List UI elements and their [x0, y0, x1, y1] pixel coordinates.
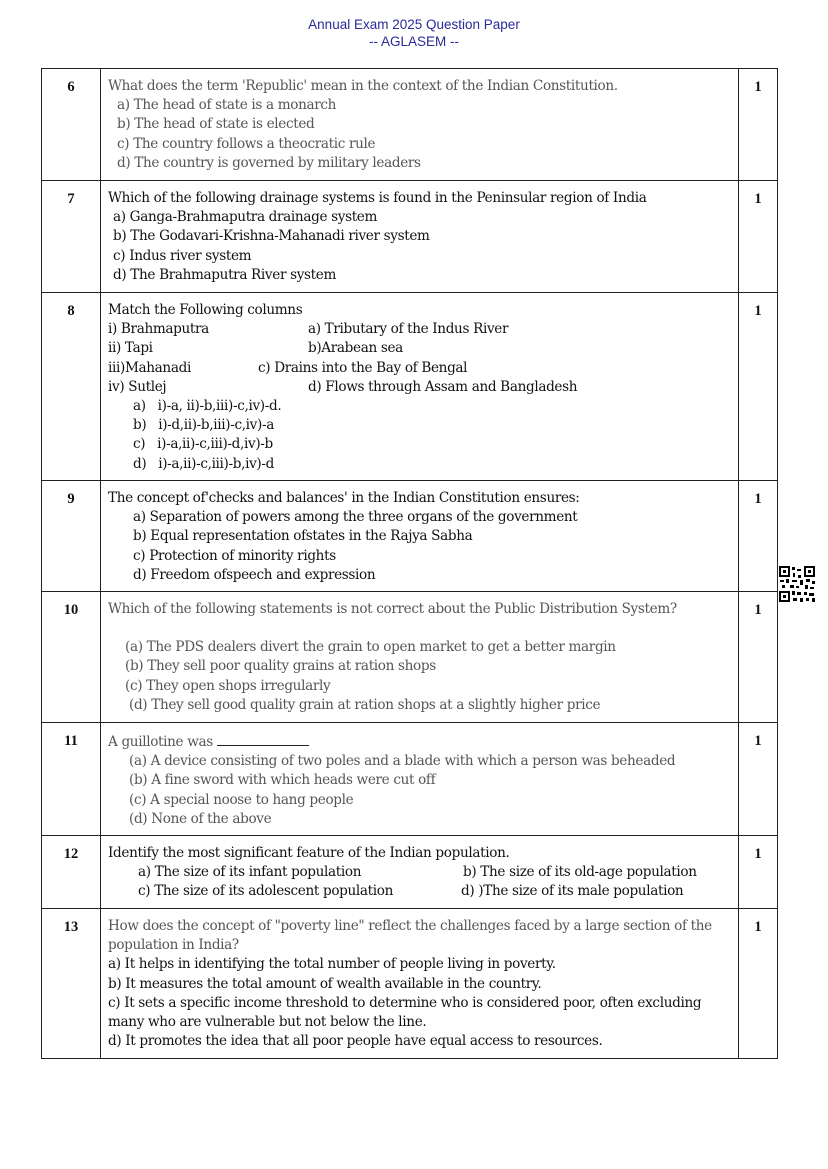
option: a) i)-a, ii)-b,iii)-c,iv)-d.	[133, 398, 282, 415]
option: d) The country is governed by military leaders	[117, 154, 421, 171]
question-stem: The concept of'checks and balances' in the Indian Constitution ensures:	[108, 490, 580, 506]
option-row	[108, 882, 730, 901]
question-number: 12	[42, 836, 101, 909]
option: a) The size of its infant population	[138, 864, 362, 881]
question-body	[101, 181, 739, 293]
match-right: a) Tributary of the Indus River	[308, 321, 509, 338]
question-number: 7	[42, 181, 101, 293]
option: (a) A device consisting of two poles and a blade with which a person was beheaded	[129, 753, 676, 770]
question-stem: Which of the following statements is not correct about the Public Distribution System?	[108, 601, 677, 618]
option: d) )The size of its male population	[461, 883, 684, 900]
question-row	[42, 293, 778, 481]
question-body	[101, 836, 739, 909]
option: a) The head of state is a monarch	[117, 97, 337, 114]
option: (d) None of the above	[129, 810, 272, 827]
question-number: 9	[42, 481, 101, 592]
question-stem: How does the concept of "poverty line" reflect the challenges faced by a large section of the population in India?	[108, 918, 712, 954]
question-marks: 1	[739, 293, 778, 481]
match-left: ii) Tapi	[108, 340, 153, 357]
match-pair	[108, 339, 730, 358]
question-row	[42, 723, 778, 836]
question-row	[42, 592, 778, 723]
question-stem: What does the term 'Republic' mean in the context of the Indian Constitution.	[108, 78, 618, 94]
qr-code-graphic	[778, 565, 816, 603]
question-body	[101, 723, 739, 836]
option: b) The Godavari-Krishna-Mahanadi river system	[113, 228, 430, 245]
option: c) The country follows a theocratic rule	[117, 135, 376, 152]
option: d) Freedom ofspeech and expression	[133, 566, 376, 583]
question-stem: Identify the most significant feature of the Indian population.	[108, 845, 510, 862]
option: c) It sets a specific income threshold to determine who is considered poor, often excluding many who are vulnerable but not below the line.	[108, 994, 702, 1031]
option: c) Protection of minority rights	[133, 547, 336, 564]
match-right: d) Flows through Assam and Bangladesh	[308, 378, 578, 395]
option: b) The head of state is elected	[117, 116, 315, 133]
option: a) Separation of powers among the three organs of the government	[133, 509, 578, 526]
match-pair	[108, 320, 730, 339]
question-marks: 1	[739, 723, 778, 836]
question-number: 11	[42, 723, 101, 836]
match-right: c) Drains into the Bay of Bengal	[258, 359, 468, 376]
question-marks: 1	[739, 909, 778, 1059]
qr-code-icon[interactable]	[778, 565, 816, 603]
question-row	[42, 181, 778, 293]
answer-blank	[217, 731, 309, 746]
option: b) The size of its old-age population	[463, 864, 697, 881]
header-subtitle: -- AGLASEM --	[368, 34, 459, 49]
option: c) Indus river system	[113, 247, 252, 264]
option: a) Ganga-Brahmaputra drainage system	[113, 209, 378, 226]
option: b) Equal representation ofstates in the Rajya Sabha	[133, 528, 473, 545]
question-body	[101, 592, 739, 723]
option: c) The size of its adolescent population	[138, 883, 394, 900]
question-body	[101, 293, 739, 481]
question-marks: 1	[739, 69, 778, 181]
question-row	[42, 909, 778, 1059]
question-number: 6	[42, 69, 101, 181]
question-stem: Match the Following columns	[108, 302, 303, 318]
question-row	[42, 481, 778, 592]
question-body	[101, 481, 739, 592]
option: c) i)-a,ii)-c,iii)-d,iv)-b	[133, 436, 273, 453]
option: b) It measures the total amount of wealth available in the country.	[108, 975, 542, 992]
page-header	[0, 16, 828, 50]
option: d) The Brahmaputra River system	[113, 266, 337, 283]
question-number: 8	[42, 293, 101, 481]
option: a) It helps in identifying the total number of people living in poverty.	[108, 956, 556, 973]
question-stem: A guillotine was	[108, 734, 213, 751]
match-pair	[108, 378, 730, 397]
match-left: i) Brahmaputra	[108, 321, 209, 338]
question-number: 13	[42, 909, 101, 1059]
option: (c) They open shops irregularly	[125, 677, 331, 694]
question-number: 10	[42, 592, 101, 723]
question-body	[101, 909, 739, 1059]
question-body	[101, 69, 739, 181]
question-stem-line	[108, 731, 730, 752]
option-row	[108, 863, 730, 882]
match-left: iv) Sutlej	[108, 378, 167, 395]
option: (b) A fine sword with which heads were cut off	[129, 772, 436, 789]
question-row	[42, 69, 778, 181]
match-pair	[108, 359, 730, 378]
match-left: iii)Mahanadi	[108, 359, 191, 376]
question-marks: 1	[739, 481, 778, 592]
option: (d) They sell good quality grain at ration shops at a slightly higher price	[129, 696, 601, 713]
option: b) i)-d,ii)-b,iii)-c,iv)-a	[133, 417, 274, 434]
option: d) i)-a,ii)-c,iii)-b,iv)-d	[133, 455, 274, 472]
option: (b) They sell poor quality grains at ration shops	[125, 658, 436, 675]
option: (c) A special noose to hang people	[129, 791, 354, 808]
question-marks: 1	[739, 592, 778, 723]
question-row	[42, 836, 778, 909]
match-right: b)Arabean sea	[308, 340, 403, 357]
question-table	[41, 68, 778, 1059]
option: (a) The PDS dealers divert the grain to open market to get a better margin	[125, 639, 616, 656]
option: d) It promotes the idea that all poor people have equal access to resources.	[108, 1033, 603, 1050]
question-marks: 1	[739, 836, 778, 909]
question-stem: Which of the following drainage systems is found in the Peninsular region of India	[108, 190, 647, 206]
question-marks: 1	[739, 181, 778, 293]
header-title: Annual Exam 2025 Question Paper	[308, 17, 520, 32]
